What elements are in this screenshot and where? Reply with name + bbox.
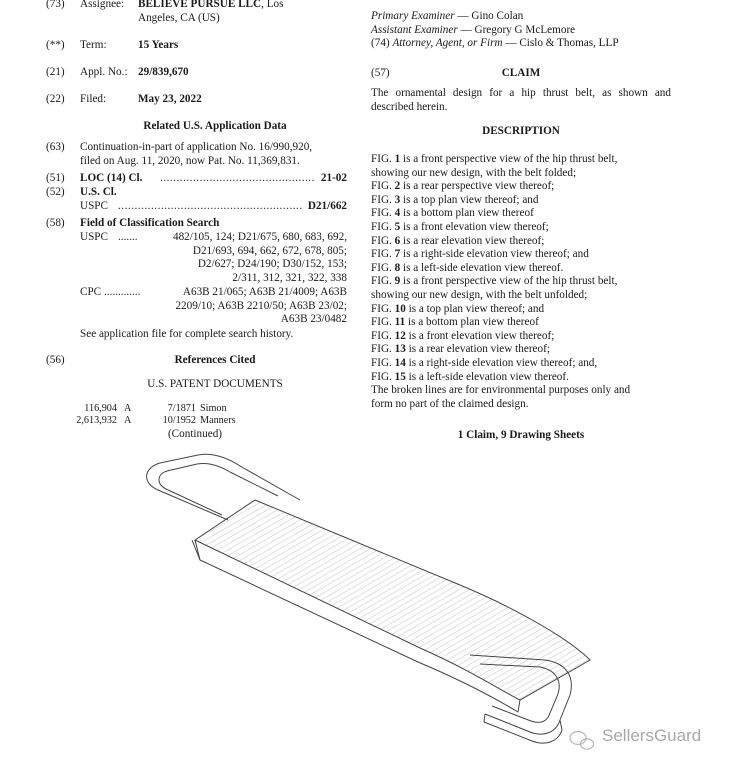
fig-number: 6 (394, 234, 401, 247)
field-cpc-line: A63B 21/065; A63B 21/4009; A63B (182, 286, 347, 298)
fig-text: form no part of the claimed design. (371, 397, 529, 410)
wechat-icon (570, 732, 594, 750)
claim-text: The ornamental design for a hip thrust belt, as shown and described herein. (371, 87, 671, 113)
fig-prefix: FIG. (371, 302, 395, 315)
fig-prefix: FIG. (371, 316, 395, 329)
assignee-label: Assignee: (80, 0, 125, 10)
assistant-sep: — (457, 23, 475, 36)
attorney-sep: — (502, 37, 520, 50)
fig-text: showing our new design, with the belt unfolded; (371, 288, 588, 301)
ref-kind: A (124, 415, 132, 426)
fig-prefix: FIG. (371, 153, 395, 165)
field-cpc-line: A63B 23/0482 (280, 313, 347, 326)
ref-date: 10/1952 (162, 415, 196, 426)
fig-text: is a top plan view thereof; and (400, 193, 539, 206)
field-uspc-dots: ....... (118, 231, 138, 243)
refs-code: (56) (46, 354, 65, 366)
field-note: See application file for complete search history. (80, 328, 294, 340)
fig-text: is a rear perspective view thereof; (400, 180, 555, 193)
fig-number: 14 (394, 356, 406, 369)
claim-title: CLAIM (501, 67, 541, 79)
filed-value: May 23, 2022 (138, 93, 202, 105)
field-uspc-line: 482/105, 124; D21/675, 680, 683, 692, (172, 231, 347, 243)
term-label: Term: (80, 39, 107, 51)
description-title: DESCRIPTION (482, 125, 560, 137)
fig-number: 11 (394, 316, 406, 329)
ref-name: Manners (200, 415, 236, 426)
filed-code: (22) (46, 93, 65, 105)
uscl-dots: ........................................................ (118, 200, 303, 212)
fig-text: is a front perspective view of the hip thrust belt, (400, 275, 618, 288)
fig-number: 3 (394, 193, 401, 206)
attorney-code: (74) (371, 37, 393, 50)
loc-dots: ............................................... (160, 172, 315, 184)
appl-code: (21) (46, 66, 65, 78)
fig-text: is a bottom plan view thereof (405, 316, 539, 329)
fig-text: is a left-side elevation view thereof. (405, 370, 569, 383)
fig-prefix: FIG. (371, 370, 395, 383)
fig-text: is a front perspective view of the hip thrust belt, (400, 153, 618, 165)
field-cpc-dots: ............. (104, 286, 141, 298)
assignee-code: (73) (46, 0, 65, 10)
watermark-text: SellersGuard (602, 726, 702, 745)
continuation-line-1: Continuation-in-part of application No. 16/990,920, (80, 141, 313, 153)
fig-number: 15 (394, 370, 406, 383)
primary-sep: — (454, 10, 472, 22)
uscl-value: D21/662 (307, 200, 347, 212)
uscl-label: U.S. Cl. (80, 186, 117, 198)
fig-prefix: FIG. (371, 193, 395, 206)
watermark (570, 732, 594, 750)
fig-prefix: FIG. (371, 329, 395, 342)
fig-text: is a left-side elevation view thereof. (400, 261, 564, 274)
fig-text: is a top plan view thereof; and (405, 302, 545, 315)
fig-text: is a bottom plan view thereof (400, 207, 534, 220)
loc-label: LOC (14) Cl. (80, 172, 143, 184)
fig-prefix: FIG. (371, 356, 395, 369)
fig-number: 12 (394, 329, 406, 342)
fig-number: 8 (394, 261, 401, 274)
fig-text: is a rear elevation view thereof; (405, 343, 550, 356)
fig-text: showing our new design, with the belt folded; (371, 166, 577, 179)
hip-thrust-belt-figure (147, 454, 590, 743)
assignee-location: Angeles, CA (US) (138, 12, 220, 24)
loc-value: 21-02 (320, 172, 347, 184)
related-title: Related U.S. Application Data (143, 120, 287, 132)
fig-text: is a front elevation view thereof; (400, 220, 549, 233)
continuation-code: (63) (46, 141, 65, 153)
fig-text: is a rear elevation view thereof; (400, 234, 545, 247)
ref-number: 116,904 (84, 403, 117, 414)
appl-label: Appl. No.: (80, 66, 128, 78)
fig-prefix: FIG. (371, 248, 395, 261)
field-cpc-line: 2209/10; A63B 2210/50; A63B 23/02; (175, 299, 347, 312)
fig-number: 4 (394, 207, 401, 220)
fig-text: The broken lines are for environmental purposes only and (371, 384, 631, 397)
field-title: Field of Classification Search (80, 217, 220, 229)
field-uspc-line: D21/693, 694, 662, 672, 678, 805; (192, 244, 347, 257)
ref-date: 7/1871 (167, 403, 196, 414)
filed-label: Filed: (80, 93, 107, 105)
fig-text: is a right-side elevation view thereof; and (400, 248, 589, 261)
ref-name: Simon (200, 403, 227, 414)
refs-subtitle: U.S. PATENT DOCUMENTS (147, 378, 283, 390)
fig-text: is a right-side elevation view thereof; and, (405, 356, 598, 369)
loc-code: (51) (46, 172, 65, 184)
ref-kind: A (124, 403, 132, 414)
fig-prefix: FIG. (371, 220, 395, 233)
refs-continued: (Continued) (167, 428, 223, 440)
field-code: (58) (46, 217, 65, 229)
fig-prefix: FIG. (371, 234, 395, 247)
attorney-name: Cislo & Thomas, LLP (519, 37, 619, 50)
fig-number: 10 (394, 302, 406, 315)
fig-prefix: FIG. (371, 343, 395, 356)
fig-prefix: FIG. (371, 275, 395, 288)
ref-number: 2,613,932 (76, 415, 117, 426)
fig-number: 13 (394, 343, 406, 356)
fig-number: 5 (394, 220, 401, 233)
assignee-name-tail: , Los (261, 0, 284, 10)
term-code: (**) (46, 39, 65, 51)
fig-number: 1 (394, 153, 401, 165)
field-uspc-line: D2/627; D24/190; D30/152, 153; (197, 258, 347, 271)
uscl-sub: USPC (80, 200, 108, 212)
attorney-label: Attorney, Agent, or Firm (392, 37, 503, 50)
continuation-line-2: filed on Aug. 11, 2020, now Pat. No. 11,369,831. (80, 155, 300, 167)
field-uspc-label: USPC (80, 231, 108, 243)
field-cpc-label: CPC (80, 286, 102, 298)
refs-title: References Cited (174, 354, 256, 366)
assistant-name: Gregory G McLemore (474, 23, 576, 36)
fig-prefix: FIG. (371, 207, 395, 220)
appl-value: 29/839,670 (138, 66, 189, 78)
fig-number: 9 (394, 275, 401, 288)
summary-line: 1 Claim, 9 Drawing Sheets (457, 429, 585, 441)
fig-prefix: FIG. (371, 180, 395, 193)
field-uspc-line: 2/311, 312, 321, 322, 338 (232, 271, 347, 284)
fig-prefix: FIG. (371, 261, 395, 274)
fig-text: is a front elevation view thereof; (405, 329, 555, 342)
uscl-code: (52) (46, 186, 65, 198)
primary-label: Primary Examiner (371, 10, 455, 22)
primary-name: Gino Colan (471, 10, 524, 22)
assignee-name: BELIEVE PURSUE LLC (138, 0, 262, 10)
assistant-label: Assistant Examiner (371, 23, 458, 36)
fig-number: 2 (394, 180, 401, 193)
term-value: 15 Years (138, 39, 179, 51)
fig-number: 7 (394, 248, 401, 261)
claim-code: (57) (371, 67, 390, 79)
